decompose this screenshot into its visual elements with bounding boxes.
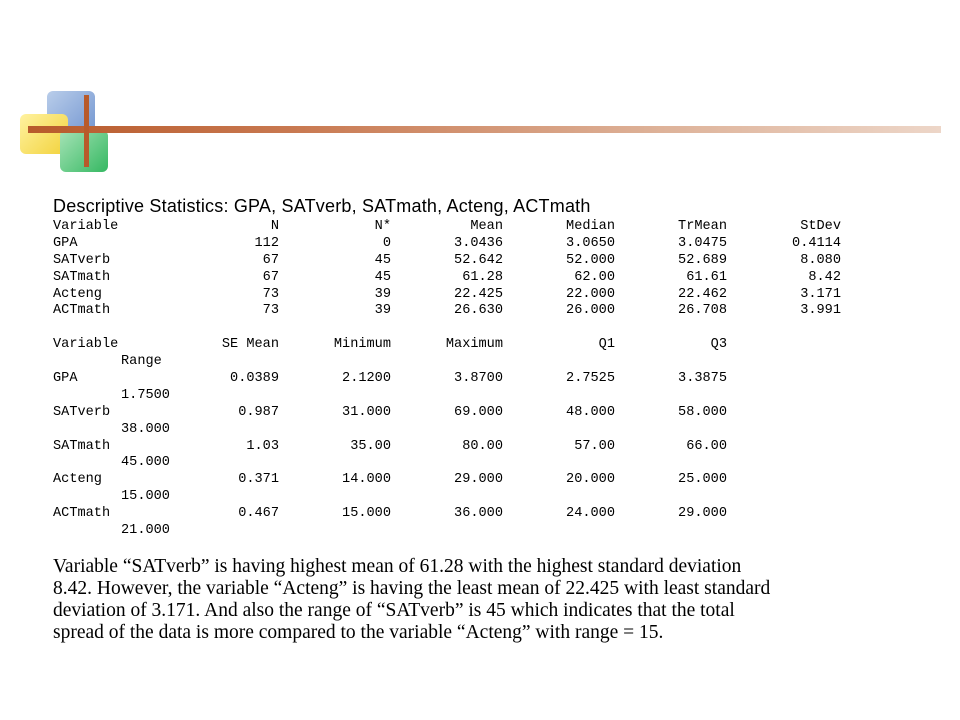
table-row-range: [53, 455, 883, 472]
header-cell-range: Range: [121, 354, 162, 370]
table-cell: 67: [262, 252, 279, 268]
table-cell: 22.462: [678, 286, 727, 302]
table-cell: 52.642: [454, 252, 503, 268]
horizontal-rule-decoration: [28, 126, 941, 133]
table-cell: 52.000: [566, 252, 615, 268]
table-cell: SATmath: [53, 438, 111, 454]
table-row: [53, 287, 883, 304]
table-cell: 0.371: [238, 472, 279, 488]
minitab-output: [53, 193, 883, 540]
table-cell: ACTmath: [53, 506, 111, 522]
table-cell: ACTmath: [53, 303, 111, 319]
table-cell: 35.00: [350, 438, 391, 454]
table-cell: 112: [254, 235, 279, 251]
summary-line: deviation of 3.171. And also the range of “SATverb” is 45 which indicates that the total: [53, 600, 735, 621]
table-cell: 29.000: [678, 506, 727, 522]
table-cell: 0.4114: [792, 235, 841, 251]
table-row: [53, 506, 883, 523]
table-cell: 61.28: [462, 269, 503, 285]
table-cell: SATverb: [53, 404, 111, 420]
table-row: [53, 236, 883, 253]
header-cell: TrMean: [678, 219, 727, 234]
table-cell: Acteng: [53, 472, 102, 488]
table-cell: 3.0436: [454, 235, 503, 251]
table-cell: 69.000: [454, 404, 503, 420]
table-cell: 45: [374, 252, 391, 268]
table-cell: 3.0650: [566, 235, 615, 251]
table-cell: 39: [374, 286, 391, 302]
table-cell: 8.42: [808, 269, 841, 285]
table-cell: 36.000: [454, 506, 503, 522]
table-cell: 66.00: [686, 438, 727, 454]
table-cell: 15.000: [342, 506, 391, 522]
table-cell: 52.689: [678, 252, 727, 268]
table-cell: 2.7525: [566, 371, 615, 387]
table-cell: 1.03: [246, 438, 279, 454]
table-cell: 0.0389: [230, 371, 279, 387]
table-cell: SATmath: [53, 269, 111, 285]
table-cell: 62.00: [574, 269, 615, 285]
table-row-range: [53, 523, 883, 540]
slide-decoration: [0, 0, 960, 200]
header-cell: Q3: [710, 337, 727, 353]
table-cell: 3.3875: [678, 371, 727, 387]
table-cell: 3.991: [800, 303, 841, 319]
range-cell: 38.000: [121, 421, 170, 437]
header-cell: Minimum: [333, 337, 391, 353]
table-header-row: [53, 337, 883, 354]
table-row: [53, 472, 883, 489]
summary-line: spread of the data is more compared to the variable “Acteng” with range = 15.: [53, 622, 664, 643]
header-cell: Q1: [598, 337, 615, 353]
table-row: [53, 270, 883, 287]
table-cell: 0.467: [238, 506, 279, 522]
table-header-row: [53, 219, 883, 236]
table-row: [53, 303, 883, 320]
table-cell: 20.000: [566, 472, 615, 488]
table-cell: 67: [262, 269, 279, 285]
range-cell: 15.000: [121, 489, 170, 505]
table-cell: 45: [374, 269, 391, 285]
table-cell: 8.080: [800, 252, 841, 268]
table-header-row: [53, 354, 883, 371]
vertical-rule-decoration: [84, 95, 89, 167]
header-cell: Median: [566, 219, 615, 234]
header-cell: Maximum: [445, 337, 503, 353]
table-cell: GPA: [53, 371, 78, 387]
table-row: [53, 371, 883, 388]
range-cell: 45.000: [121, 455, 170, 471]
table-row-range: [53, 489, 883, 506]
table-cell: 29.000: [454, 472, 503, 488]
table-cell: 31.000: [342, 404, 391, 420]
table-cell: GPA: [53, 235, 78, 251]
table-cell: 48.000: [566, 404, 615, 420]
range-cell: 21.000: [121, 523, 170, 539]
table-cell: 3.171: [800, 286, 841, 302]
table-cell: 0.987: [238, 404, 279, 420]
table-row: [53, 253, 883, 270]
table-cell: 58.000: [678, 404, 727, 420]
table-cell: 80.00: [462, 438, 503, 454]
table-cell: 3.0475: [678, 235, 727, 251]
table-cell: 3.8700: [454, 371, 503, 387]
header-cell: SE Mean: [221, 337, 279, 353]
table-cell: 26.000: [566, 303, 615, 319]
stats-table-1: [53, 219, 883, 320]
summary-line: Variable “SATverb” is having highest mean of 61.28 with the highest standard deviation: [53, 556, 742, 577]
table-cell: 2.1200: [342, 371, 391, 387]
table-cell: 73: [262, 286, 279, 302]
table-cell: 22.000: [566, 286, 615, 302]
table-cell: 22.425: [454, 286, 503, 302]
stats-table-2: [53, 337, 883, 540]
table-cell: 24.000: [566, 506, 615, 522]
table-cell: 57.00: [574, 438, 615, 454]
table-cell: 26.630: [454, 303, 503, 319]
table-cell: 0: [382, 235, 391, 251]
table-cell: SATverb: [53, 252, 111, 268]
summary-line: 8.42. However, the variable “Acteng” is having the least mean of 22.425 with least standard: [53, 578, 771, 599]
table-cell: 14.000: [342, 472, 391, 488]
table-cell: 39: [374, 303, 391, 319]
header-cell: Variable: [53, 337, 119, 353]
header-cell: Variable: [53, 219, 119, 234]
table-cell: 25.000: [678, 472, 727, 488]
table-row-range: [53, 422, 883, 439]
table-row: [53, 405, 883, 422]
header-cell: N: [270, 219, 279, 234]
header-cell: N*: [374, 219, 391, 234]
table-row: [53, 439, 883, 456]
header-cell: Mean: [470, 219, 503, 234]
header-cell: StDev: [800, 219, 841, 234]
table-cell: Acteng: [53, 286, 102, 302]
spacer: [53, 320, 883, 337]
table-row-range: [53, 388, 883, 405]
table-cell: 61.61: [686, 269, 727, 285]
table-cell: 26.708: [678, 303, 727, 319]
output-title: Descriptive Statistics: GPA, SATverb, SATmath, Acteng, ACTmath: [53, 196, 591, 216]
table-cell: 73: [262, 303, 279, 319]
summary-paragraph: [53, 556, 883, 644]
range-cell: 1.7500: [121, 387, 170, 403]
